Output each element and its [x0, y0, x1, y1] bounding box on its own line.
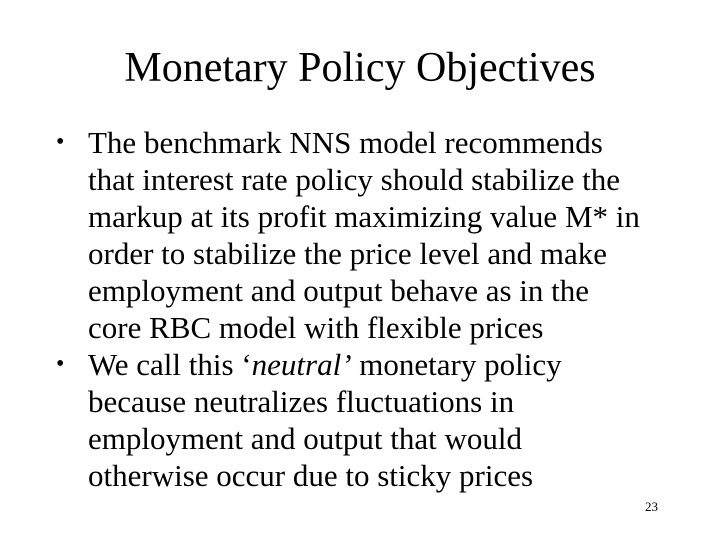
bullet-2-line-1	[88, 346, 692, 383]
neutral-emphasis: neutral’	[251, 347, 352, 382]
bullet-item-1	[52, 124, 692, 346]
bullet-marker: •	[56, 129, 65, 155]
bullet-1-line-2: that interest rate policy should stabilize the	[88, 162, 621, 197]
bullet-item-2	[52, 346, 692, 494]
bullet-marker: •	[56, 351, 65, 377]
bullet-1-line-4: order to stabilize the price level and make	[88, 236, 608, 271]
bullet-1-line-5: employment and output behave as in the	[88, 273, 590, 308]
bullet-1-line-6: core RBC model with flexible prices	[88, 310, 544, 345]
bullet-2-line-3: employment and output that would	[88, 421, 522, 456]
bullet-2-line-2: because neutralizes fluctuations in	[88, 384, 515, 419]
bullet-2-text-start: We call this ‘	[88, 347, 252, 382]
slide-title: Monetary Policy Objectives	[124, 45, 596, 91]
bullet-2-text-end: monetary policy	[351, 347, 562, 382]
bullet-1-line-1: The benchmark NNS model recommends	[88, 125, 603, 160]
page-number: 23	[645, 499, 658, 514]
bullet-list	[52, 124, 692, 494]
bullet-2-line-4: otherwise occur due to sticky prices	[88, 458, 534, 493]
bullet-1-line-3: markup at its profit maximizing value M* in	[88, 199, 640, 234]
